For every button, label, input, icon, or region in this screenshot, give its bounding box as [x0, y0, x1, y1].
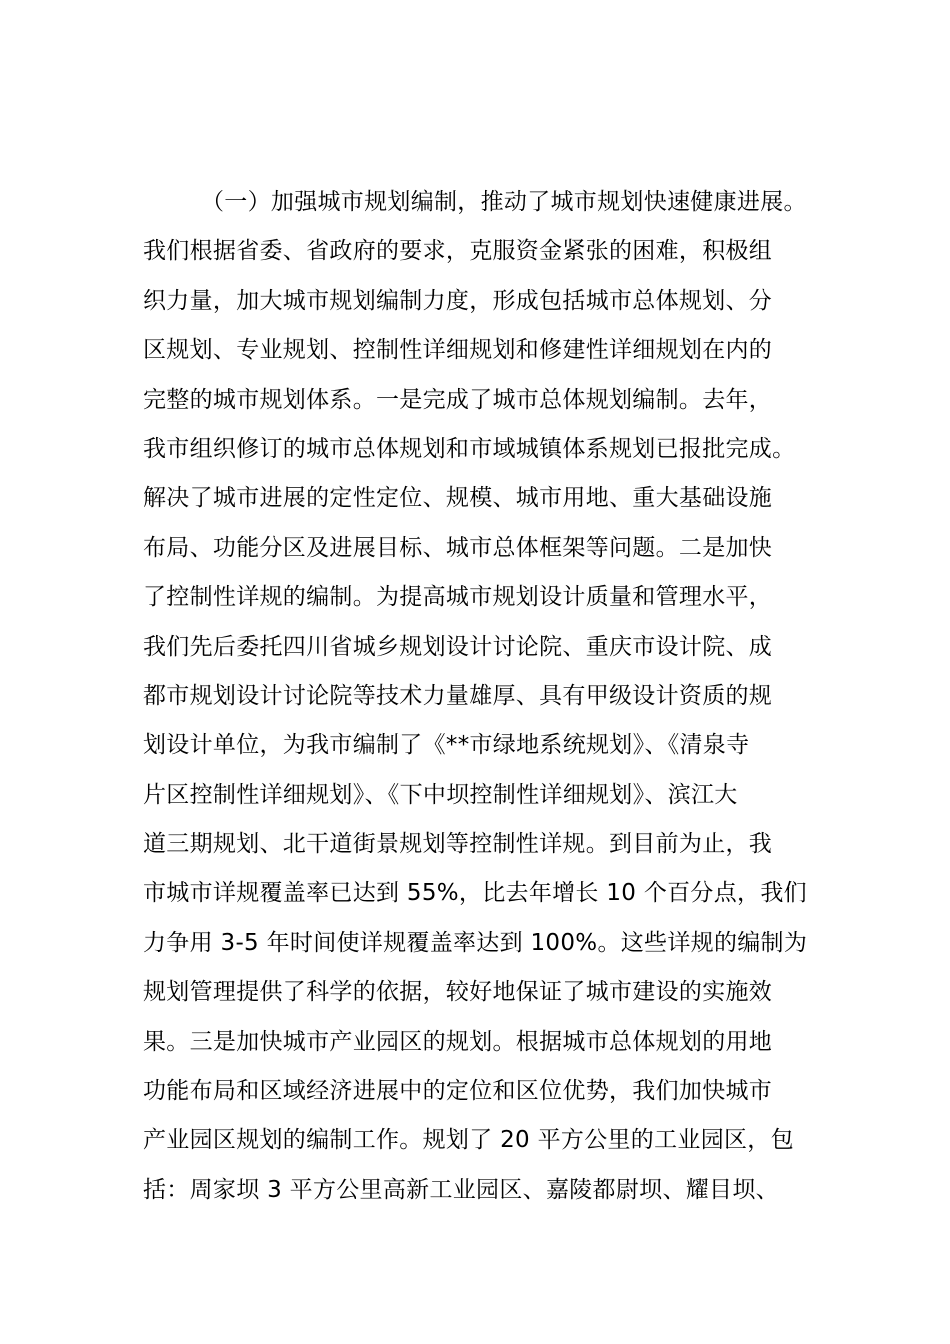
text-line: 完整的城市规划体系。一是完成了城市总体规划编制。去年，: [143, 386, 773, 413]
text-line: 都市规划设计讨论院等技术力量雄厚、具有甲级设计资质的规: [143, 682, 773, 709]
text-line: 规划管理提供了科学的依据，较好地保证了城市建设的实施效: [143, 979, 773, 1006]
text-line: 括：周家坝 3 平方公里高新工业园区、嘉陵都尉坝、耀目坝、: [143, 1176, 779, 1203]
text-line: 织力量，加大城市规划编制力度，形成包括城市总体规划、分: [143, 287, 773, 314]
text-line: 我市组织修订的城市总体规划和市域城镇体系规划已报批完成。: [143, 435, 796, 462]
text-line: 区规划、专业规划、控制性详细规划和修建性详细规划在内的: [143, 337, 773, 364]
text-line: 了控制性详规的编制。为提高城市规划设计质量和管理水平，: [143, 584, 773, 611]
text-line: 市城市详规覆盖率已达到 55%，比去年增长 10 个百分点，我们: [143, 880, 807, 907]
text-line: 片区控制性详细规划》、《下中坝控制性详细规划》、滨江大: [143, 781, 738, 808]
text-line: 解决了城市进展的定性定位、规模、城市用地、重大基础设施: [143, 485, 773, 512]
text-line: 果。三是加快城市产业园区的规划。根据城市总体规划的用地: [143, 1028, 773, 1055]
text-line: 划设计单位，为我市编制了《**市绿地系统规划》、《清泉寺: [143, 732, 750, 759]
text-line: （一）加强城市规划编制，推动了城市规划快速健康进展。: [201, 189, 807, 215]
text-line: 我们先后委托四川省城乡规划设计讨论院、重庆市设计院、成: [143, 633, 773, 660]
paragraph-body: [143, 178, 833, 1215]
text-line: 道三期规划、北干道街景规划等控制性详规。到目前为止，我: [143, 831, 773, 858]
text-line: 我们根据省委、省政府的要求，克服资金紧张的困难，积极组: [143, 238, 773, 265]
text-line: 布局、功能分区及进展目标、城市总体框架等问题。二是加快: [143, 534, 773, 561]
text-line: 功能布局和区域经济进展中的定位和区位优势，我们加快城市: [143, 1078, 773, 1105]
text-line: 产业园区规划的编制工作。规划了 20 平方公里的工业园区，包: [143, 1127, 794, 1154]
text-line: 力争用 3-5 年时间使详规覆盖率达到 100%。这些详规的编制为: [143, 929, 808, 956]
